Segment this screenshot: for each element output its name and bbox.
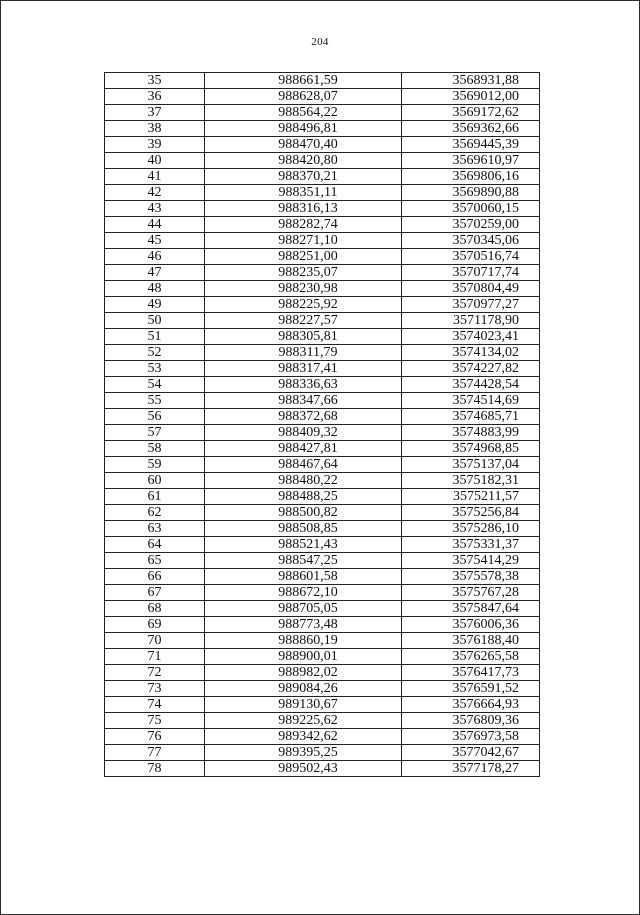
x-coordinate-cell: 988251,00	[205, 249, 402, 265]
table-row	[105, 697, 540, 713]
x-coordinate-cell: 988225,92	[205, 297, 402, 313]
table-row	[105, 681, 540, 697]
table-row	[105, 473, 540, 489]
x-coordinate-cell: 988508,85	[205, 521, 402, 537]
x-coordinate-cell: 988521,43	[205, 537, 402, 553]
point-number-cell: 56	[105, 409, 205, 425]
point-number-cell: 76	[105, 729, 205, 745]
table-row	[105, 121, 540, 137]
point-number-cell: 39	[105, 137, 205, 153]
y-coordinate-cell: 3574227,82	[402, 361, 540, 377]
point-number-cell: 55	[105, 393, 205, 409]
point-number-cell: 48	[105, 281, 205, 297]
coordinates-table	[104, 72, 540, 777]
y-coordinate-cell: 3575414,29	[402, 553, 540, 569]
point-number-cell: 43	[105, 201, 205, 217]
x-coordinate-cell: 989395,25	[205, 745, 402, 761]
x-coordinate-cell: 988409,32	[205, 425, 402, 441]
table-row	[105, 329, 540, 345]
x-coordinate-cell: 988351,11	[205, 185, 402, 201]
x-coordinate-cell: 988305,81	[205, 329, 402, 345]
y-coordinate-cell: 3574428,54	[402, 377, 540, 393]
point-number-cell: 38	[105, 121, 205, 137]
point-number-cell: 62	[105, 505, 205, 521]
table-row	[105, 249, 540, 265]
table-row	[105, 633, 540, 649]
y-coordinate-cell: 3574883,99	[402, 425, 540, 441]
y-coordinate-cell: 3576417,73	[402, 665, 540, 681]
x-coordinate-cell: 988336,63	[205, 377, 402, 393]
table-row	[105, 89, 540, 105]
y-coordinate-cell: 3575331,37	[402, 537, 540, 553]
y-coordinate-cell: 3574685,71	[402, 409, 540, 425]
table-row	[105, 377, 540, 393]
point-number-cell: 58	[105, 441, 205, 457]
table-row	[105, 617, 540, 633]
y-coordinate-cell: 3576809,36	[402, 713, 540, 729]
table-row	[105, 521, 540, 537]
y-coordinate-cell: 3576188,40	[402, 633, 540, 649]
table-row	[105, 345, 540, 361]
point-number-cell: 37	[105, 105, 205, 121]
point-number-cell: 75	[105, 713, 205, 729]
y-coordinate-cell: 3575182,31	[402, 473, 540, 489]
point-number-cell: 42	[105, 185, 205, 201]
x-coordinate-cell: 988982,02	[205, 665, 402, 681]
point-number-cell: 47	[105, 265, 205, 281]
point-number-cell: 57	[105, 425, 205, 441]
y-coordinate-cell: 3570259,00	[402, 217, 540, 233]
y-coordinate-cell: 3574023,41	[402, 329, 540, 345]
table-row	[105, 393, 540, 409]
y-coordinate-cell: 3576973,58	[402, 729, 540, 745]
y-coordinate-cell: 3575211,57	[402, 489, 540, 505]
y-coordinate-cell: 3575137,04	[402, 457, 540, 473]
point-number-cell: 59	[105, 457, 205, 473]
point-number-cell: 50	[105, 313, 205, 329]
y-coordinate-cell: 3569890,88	[402, 185, 540, 201]
table-row	[105, 169, 540, 185]
table-row	[105, 361, 540, 377]
y-coordinate-cell: 3575847,64	[402, 601, 540, 617]
table-row	[105, 105, 540, 121]
coordinates-table-body	[105, 73, 540, 777]
y-coordinate-cell: 3569012,00	[402, 89, 540, 105]
x-coordinate-cell: 988370,21	[205, 169, 402, 185]
x-coordinate-cell: 989225,62	[205, 713, 402, 729]
point-number-cell: 74	[105, 697, 205, 713]
page-number: 204	[311, 36, 329, 48]
y-coordinate-cell: 3576006,36	[402, 617, 540, 633]
point-number-cell: 66	[105, 569, 205, 585]
x-coordinate-cell: 988311,79	[205, 345, 402, 361]
table-row	[105, 537, 540, 553]
y-coordinate-cell: 3571178,90	[402, 313, 540, 329]
table-row	[105, 185, 540, 201]
x-coordinate-cell: 988705,05	[205, 601, 402, 617]
y-coordinate-cell: 3568931,88	[402, 73, 540, 89]
y-coordinate-cell: 3574968,85	[402, 441, 540, 457]
point-number-cell: 63	[105, 521, 205, 537]
x-coordinate-cell: 988500,82	[205, 505, 402, 521]
x-coordinate-cell: 988601,58	[205, 569, 402, 585]
point-number-cell: 64	[105, 537, 205, 553]
point-number-cell: 40	[105, 153, 205, 169]
x-coordinate-cell: 988860,19	[205, 633, 402, 649]
y-coordinate-cell: 3575286,10	[402, 521, 540, 537]
point-number-cell: 68	[105, 601, 205, 617]
x-coordinate-cell: 988480,22	[205, 473, 402, 489]
x-coordinate-cell: 989502,43	[205, 761, 402, 777]
table-row	[105, 409, 540, 425]
table-row	[105, 313, 540, 329]
y-coordinate-cell: 3569445,39	[402, 137, 540, 153]
table-row	[105, 729, 540, 745]
point-number-cell: 61	[105, 489, 205, 505]
table-row	[105, 425, 540, 441]
point-number-cell: 36	[105, 89, 205, 105]
point-number-cell: 69	[105, 617, 205, 633]
x-coordinate-cell: 988628,07	[205, 89, 402, 105]
table-row	[105, 553, 540, 569]
y-coordinate-cell: 3577042,67	[402, 745, 540, 761]
table-row	[105, 265, 540, 281]
y-coordinate-cell: 3570345,06	[402, 233, 540, 249]
y-coordinate-cell: 3576265,58	[402, 649, 540, 665]
x-coordinate-cell: 988235,07	[205, 265, 402, 281]
table-row	[105, 665, 540, 681]
point-number-cell: 77	[105, 745, 205, 761]
point-number-cell: 54	[105, 377, 205, 393]
table-row	[105, 457, 540, 473]
x-coordinate-cell: 988547,25	[205, 553, 402, 569]
y-coordinate-cell: 3574514,69	[402, 393, 540, 409]
x-coordinate-cell: 988316,13	[205, 201, 402, 217]
table-row	[105, 201, 540, 217]
table-row	[105, 233, 540, 249]
point-number-cell: 53	[105, 361, 205, 377]
table-row	[105, 297, 540, 313]
y-coordinate-cell: 3575767,28	[402, 585, 540, 601]
table-row	[105, 489, 540, 505]
x-coordinate-cell: 989342,62	[205, 729, 402, 745]
y-coordinate-cell: 3570804,49	[402, 281, 540, 297]
x-coordinate-cell: 988773,48	[205, 617, 402, 633]
point-number-cell: 78	[105, 761, 205, 777]
point-number-cell: 65	[105, 553, 205, 569]
y-coordinate-cell: 3570060,15	[402, 201, 540, 217]
x-coordinate-cell: 988496,81	[205, 121, 402, 137]
point-number-cell: 35	[105, 73, 205, 89]
x-coordinate-cell: 988227,57	[205, 313, 402, 329]
table-row	[105, 441, 540, 457]
x-coordinate-cell: 988427,81	[205, 441, 402, 457]
table-row	[105, 585, 540, 601]
x-coordinate-cell: 988672,10	[205, 585, 402, 601]
x-coordinate-cell: 988470,40	[205, 137, 402, 153]
x-coordinate-cell: 988347,66	[205, 393, 402, 409]
point-number-cell: 67	[105, 585, 205, 601]
table-row	[105, 505, 540, 521]
y-coordinate-cell: 3569362,66	[402, 121, 540, 137]
table-row	[105, 649, 540, 665]
y-coordinate-cell: 3575256,84	[402, 505, 540, 521]
point-number-cell: 44	[105, 217, 205, 233]
table-row	[105, 153, 540, 169]
table-row	[105, 137, 540, 153]
y-coordinate-cell: 3570717,74	[402, 265, 540, 281]
x-coordinate-cell: 988900,01	[205, 649, 402, 665]
point-number-cell: 73	[105, 681, 205, 697]
y-coordinate-cell: 3574134,02	[402, 345, 540, 361]
x-coordinate-cell: 988661,59	[205, 73, 402, 89]
point-number-cell: 41	[105, 169, 205, 185]
x-coordinate-cell: 988420,80	[205, 153, 402, 169]
x-coordinate-cell: 988564,22	[205, 105, 402, 121]
point-number-cell: 52	[105, 345, 205, 361]
x-coordinate-cell: 989130,67	[205, 697, 402, 713]
x-coordinate-cell: 988282,74	[205, 217, 402, 233]
table-row	[105, 745, 540, 761]
point-number-cell: 72	[105, 665, 205, 681]
table-row	[105, 569, 540, 585]
point-number-cell: 70	[105, 633, 205, 649]
table-row	[105, 217, 540, 233]
point-number-cell: 60	[105, 473, 205, 489]
x-coordinate-cell: 988271,10	[205, 233, 402, 249]
y-coordinate-cell: 3569610,97	[402, 153, 540, 169]
point-number-cell: 51	[105, 329, 205, 345]
y-coordinate-cell: 3569806,16	[402, 169, 540, 185]
y-coordinate-cell: 3577178,27	[402, 761, 540, 777]
y-coordinate-cell: 3570977,27	[402, 297, 540, 313]
x-coordinate-cell: 988230,98	[205, 281, 402, 297]
table-row	[105, 713, 540, 729]
table-row	[105, 761, 540, 777]
point-number-cell: 46	[105, 249, 205, 265]
table-row	[105, 601, 540, 617]
x-coordinate-cell: 989084,26	[205, 681, 402, 697]
table-row	[105, 73, 540, 89]
point-number-cell: 45	[105, 233, 205, 249]
table-row	[105, 281, 540, 297]
y-coordinate-cell: 3569172,62	[402, 105, 540, 121]
x-coordinate-cell: 988467,64	[205, 457, 402, 473]
y-coordinate-cell: 3575578,38	[402, 569, 540, 585]
point-number-cell: 49	[105, 297, 205, 313]
x-coordinate-cell: 988488,25	[205, 489, 402, 505]
y-coordinate-cell: 3576664,93	[402, 697, 540, 713]
point-number-cell: 71	[105, 649, 205, 665]
y-coordinate-cell: 3576591,52	[402, 681, 540, 697]
y-coordinate-cell: 3570516,74	[402, 249, 540, 265]
x-coordinate-cell: 988372,68	[205, 409, 402, 425]
x-coordinate-cell: 988317,41	[205, 361, 402, 377]
